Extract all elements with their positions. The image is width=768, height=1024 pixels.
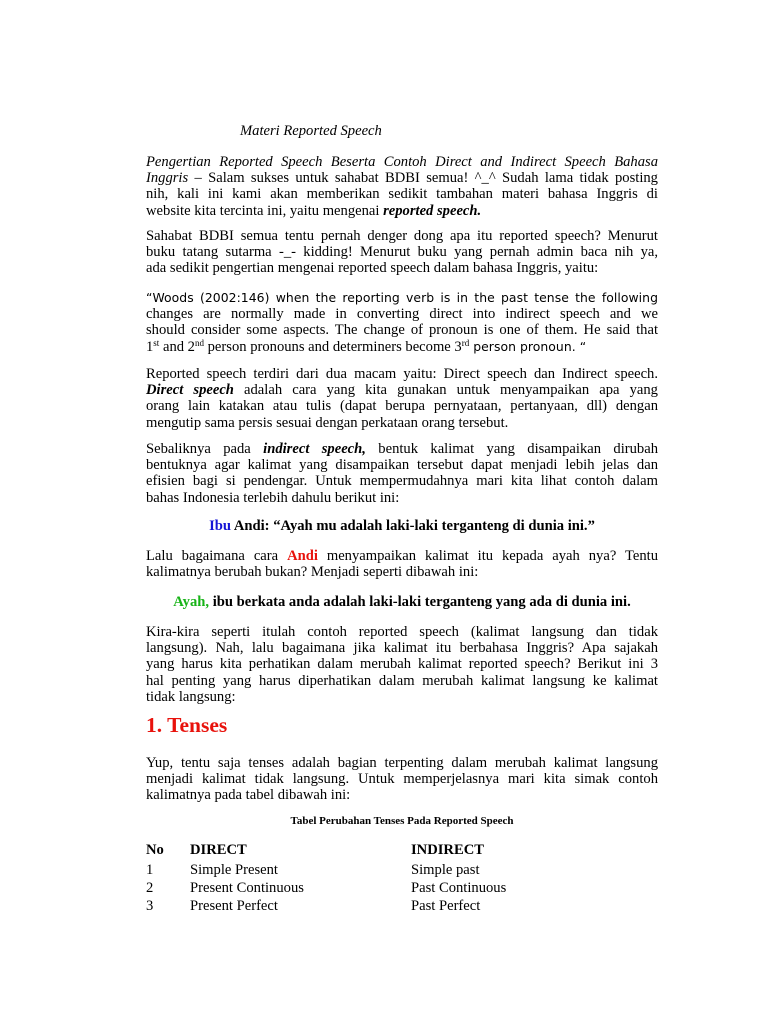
reported-speech-term: reported speech. <box>383 202 482 219</box>
english-intro-paragraph: Kira-kira seperti itulah contoh reported speech (kalimat langsung dan tidak langsung). Nah, lalu bagaimana jika kalimat itu berbahasa Inggris? Apa sajakah yang harus kita perhatikan dalam merubah kalimat reported speech? Berikut ini 3 hal penting yang harus diperhatikan dalam merubah kalimat langsung ke kalimat tidak langsung: <box>146 624 658 705</box>
tenses-paragraph: Yup, tentu saja tenses adalah bagian terpenting dalam merubah kalimat langsung menjadi kalimat tidak langsung. Untuk memperjelasnya mari kita simak contoh kalimatnya pada tabel dibawah ini: <box>146 755 658 804</box>
direct-tense: Simple Present <box>190 862 278 878</box>
indirect-speech-paragraph: Sebaliknya pada indirect speech, bentuk kalimat yang disampaikan dirubah bentuknya agar kalimat yang disampaikan tersebut dapat menjadi lebih jelas dan efisien bagi si pendengar. Untuk mempermudahnya mari kita lihat contoh dalam bahas Indonesia terlebih dahulu berikut ini: <box>146 441 658 506</box>
table-row <box>140 862 677 880</box>
intro-paragraph: Pengertian Reported Speech Beserta Contoh Direct and Indirect Speech Bahasa Inggris – Salam sukses untuk sahabat BDBI semua! ^_^ Sudah lama tidak posting nih, kali ini kami akan memberikan sedikit tambahan materi bahasa Inggris di website kita tercinta ini, yaitu mengenai reported speech. <box>146 154 658 219</box>
woods-quote: “Woods (2002:146) when the reporting verb is in the past tense the following changes are normally made in converting direct into indirect speech and we should consider some aspects. The change of pronoun is one of them. He said that 1st and 2nd person pronouns and determiners become 3rd person pronoun. “ <box>146 290 658 355</box>
header-indirect: INDIRECT <box>411 842 484 858</box>
row-number: 2 <box>146 880 154 896</box>
table-caption: Tabel Perubahan Tenses Pada Reported Speech <box>290 815 514 827</box>
indirect-speech-term: indirect speech, <box>263 441 366 457</box>
intro-heading: Pengertian Reported Speech Beserta Contoh Direct and Indirect Speech Bahasa Inggris <box>146 154 658 187</box>
indirect-tense: Past Continuous <box>411 880 507 896</box>
speaker-ayah: Ayah, <box>173 594 210 610</box>
name-andi: Andi <box>287 548 318 564</box>
direct-tense: Present Continuous <box>190 880 304 896</box>
document-title: Materi Reported Speech <box>240 123 382 139</box>
direct-tense: Present Perfect <box>190 898 278 914</box>
header-direct: DIRECT <box>190 842 247 858</box>
example-direct-sentence: Ibu Andi: “Ayah mu adalah laki-laki terganteng di dunia ini.” <box>209 518 595 534</box>
tenses-table <box>140 842 677 916</box>
direct-speech-paragraph: Reported speech terdiri dari dua macam yaitu: Direct speech dan Indirect speech. Direct speech adalah cara yang kita gunakan untuk menyampaikan apa yang orang lain katakan atau tulis (dapat berupa pernyataan, pertanyaan, dll) dengan mengutip sama persis sesuai dengan perkataan orang tersebut. <box>146 366 658 431</box>
indirect-tense: Simple past <box>411 862 480 878</box>
table-header-row <box>140 842 677 862</box>
direct-speech-term: Direct speech <box>146 382 234 399</box>
transition-paragraph: Lalu bagaimana cara Andi menyampaikan kalimat itu kepada ayah nya? Tentu kalimatnya berubah bukan? Menjadi seperti dibawah ini: <box>146 548 659 581</box>
section-heading-tenses: 1. Tenses <box>146 713 228 737</box>
definition-paragraph: Sahabat BDBI semua tentu pernah denger dong apa itu reported speech? Menurut buku tatang sutarma -_- kidding! Menurut buku yang pernah admin baca nih ya, ada sedikit pengertian mengenai reported speech dalam bahasa Inggris, yaitu: <box>146 228 658 277</box>
speaker-ibu: Ibu <box>209 518 232 534</box>
header-no: No <box>146 842 164 858</box>
table-row <box>140 880 677 898</box>
row-number: 1 <box>146 862 154 878</box>
indirect-tense: Past Perfect <box>411 898 481 914</box>
row-number: 3 <box>146 898 154 914</box>
table-row <box>140 898 677 916</box>
example-indirect-sentence: Ayah, ibu berkata anda adalah laki-laki terganteng yang ada di dunia ini. <box>173 594 631 610</box>
